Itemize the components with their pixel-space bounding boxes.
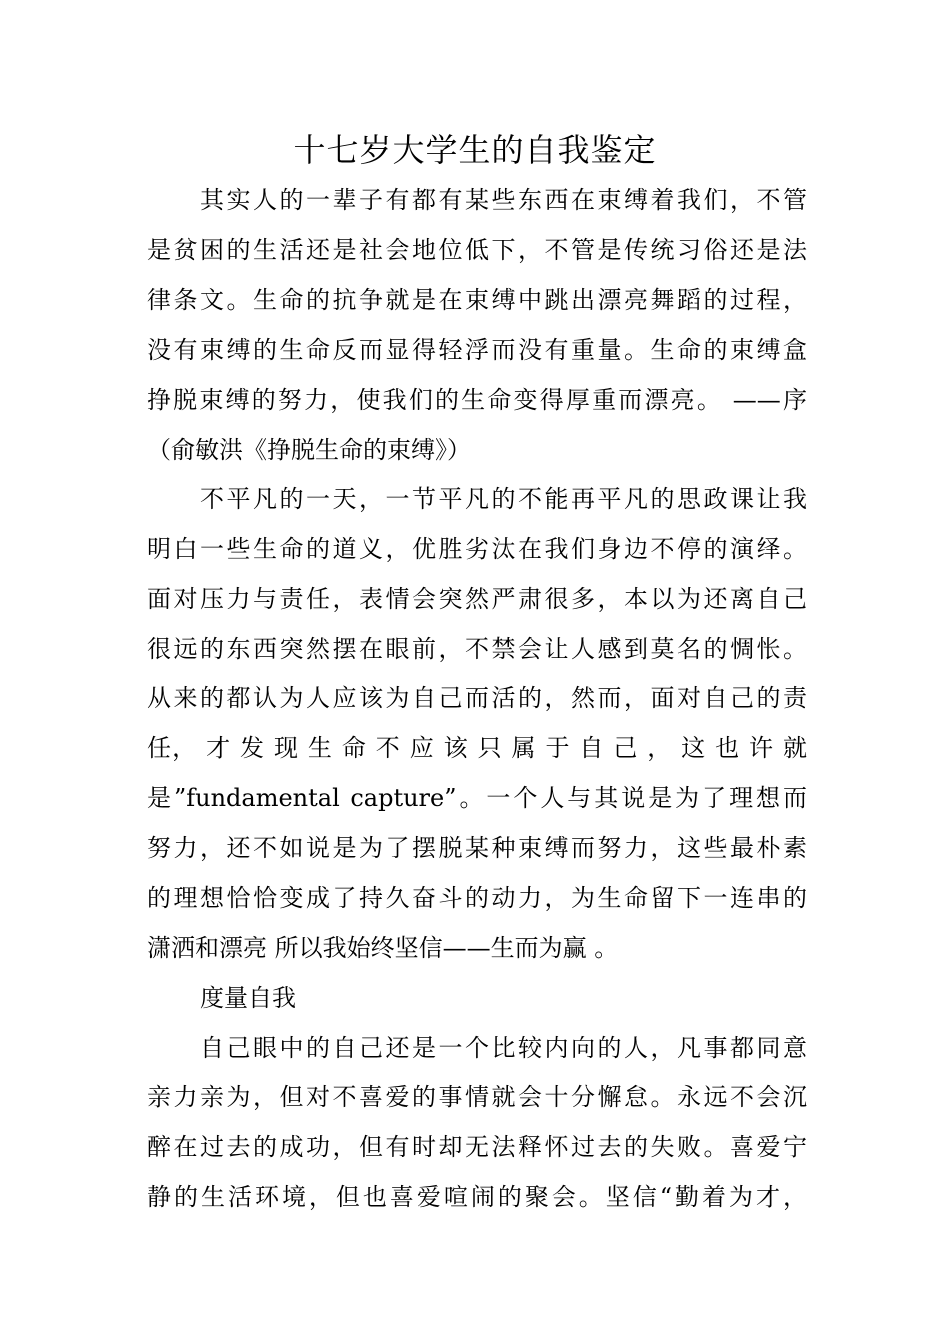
text-line: 静的生活环境，但也喜爱喧闹的聚会。坚信“勤着为才， — [147, 1183, 807, 1211]
text-line: 的理想恰恰变成了持久奋斗的动力，为生命留下一连串的 — [147, 884, 807, 912]
text-line: 其实人的一辈子有都有某些东西在束缚着我们，不管 — [200, 186, 807, 214]
text-line: 醉在过去的成功，但有时却无法释怀过去的失败。喜爱宁 — [147, 1133, 807, 1161]
text-line: 任， 才 发 现 生 命 不 应 该 只 属 于 自 己 ， 这 也 许 就 — [147, 734, 807, 762]
text-line: 是”fundamental capture”。一个人与其说是为了理想而 — [147, 784, 807, 812]
document-title: 十七岁大学生的自我鉴定 — [293, 131, 657, 169]
section-heading: 度量自我 — [200, 984, 296, 1012]
text-line: （俞敏洪《挣脱生命的束缚》） — [147, 436, 471, 464]
text-line: 律条文。生命的抗争就是在束缚中跳出漂亮舞蹈的过程， — [147, 286, 807, 314]
text-line: 亲力亲为，但对不喜爱的事情就会十分懈怠。永远不会沉 — [147, 1083, 807, 1111]
text-line: 面对压力与责任，表情会突然严肃很多，本以为还离自己 — [147, 585, 807, 613]
text-line: 挣脱束缚的努力，使我们的生命变得厚重而漂亮。 ——序 — [147, 386, 807, 414]
text-line: 不平凡的一天，一节平凡的不能再平凡的思政课让我 — [200, 485, 807, 513]
text-line: 很远的东西突然摆在眼前，不禁会让人感到莫名的惆怅。 — [147, 635, 807, 663]
text-line: 明白一些生命的道义，优胜劣汰在我们身边不停的演绎。 — [147, 535, 807, 563]
text-line: 潇洒和漂亮 所以我始终坚信——生而为赢 。 — [147, 934, 619, 962]
text-line: 是贫困的生活还是社会地位低下，不管是传统习俗还是法 — [147, 236, 807, 264]
text-line: 自己眼中的自己还是一个比较内向的人，凡事都同意 — [200, 1034, 807, 1062]
text-line: 努力，还不如说是为了摆脱某种束缚而努力，这些最朴素 — [147, 834, 807, 862]
text-line: 没有束缚的生命反而显得轻浮而没有重量。生命的束缚盒 — [147, 336, 807, 364]
text-line: 从来的都认为人应该为自己而活的，然而，面对自己的责 — [147, 684, 807, 712]
